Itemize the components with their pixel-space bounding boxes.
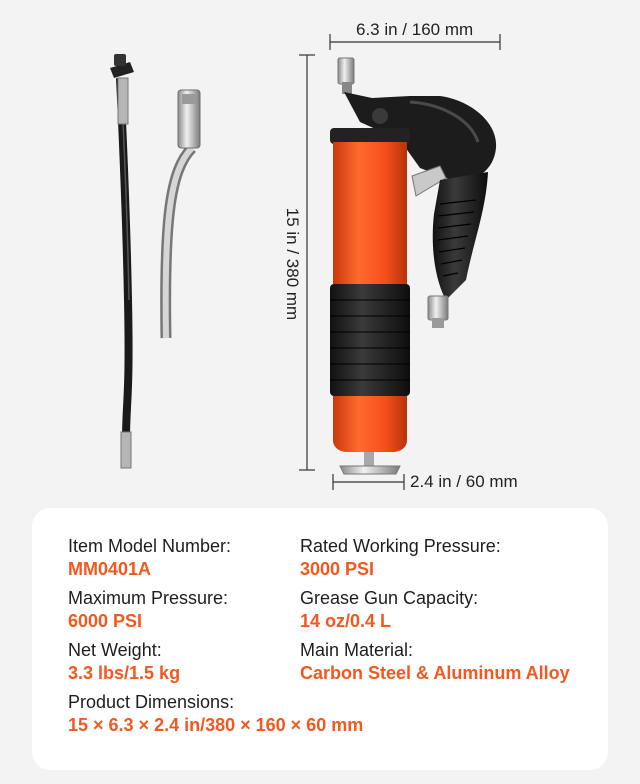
spec-value: 15 × 6.3 × 2.4 in/380 × 160 × 60 mm — [68, 715, 364, 735]
spec-grease-gun-capacity — [300, 587, 478, 633]
spec-value: 14 oz/0.4 L — [300, 611, 392, 631]
spec-net-weight — [68, 639, 180, 685]
spec-main-material — [300, 639, 570, 685]
spec-label: Main Material: — [300, 640, 414, 660]
spec-label: Item Model Number: — [68, 536, 232, 556]
spec-item-model-number — [68, 535, 231, 581]
height-dimension-label: 15 in / 380 mm — [283, 207, 302, 321]
spec-label: Maximum Pressure: — [68, 588, 229, 608]
spec-maximum-pressure — [68, 587, 228, 633]
spec-value: 6000 PSI — [68, 611, 143, 631]
spec-value: MM0401A — [68, 559, 152, 579]
specifications-card — [32, 508, 608, 770]
grease-gun — [330, 58, 496, 474]
rigid-extension — [166, 90, 200, 338]
spec-product-dimensions — [68, 691, 363, 737]
base-dimension-label: 2.4 in / 60 mm — [410, 472, 518, 491]
spec-label: Product Dimensions: — [68, 692, 235, 712]
spec-value: 3000 PSI — [300, 559, 375, 579]
spec-value: Carbon Steel & Aluminum Alloy — [300, 663, 570, 683]
flexible-hose — [110, 54, 134, 468]
spec-label: Net Weight: — [68, 640, 162, 660]
spec-value: 3.3 lbs/1.5 kg — [68, 663, 181, 683]
spec-label: Rated Working Pressure: — [300, 536, 501, 556]
width-dimension-label: 6.3 in / 160 mm — [356, 20, 474, 39]
spec-label: Grease Gun Capacity: — [300, 588, 479, 608]
spec-rated-working-pressure — [300, 535, 501, 581]
